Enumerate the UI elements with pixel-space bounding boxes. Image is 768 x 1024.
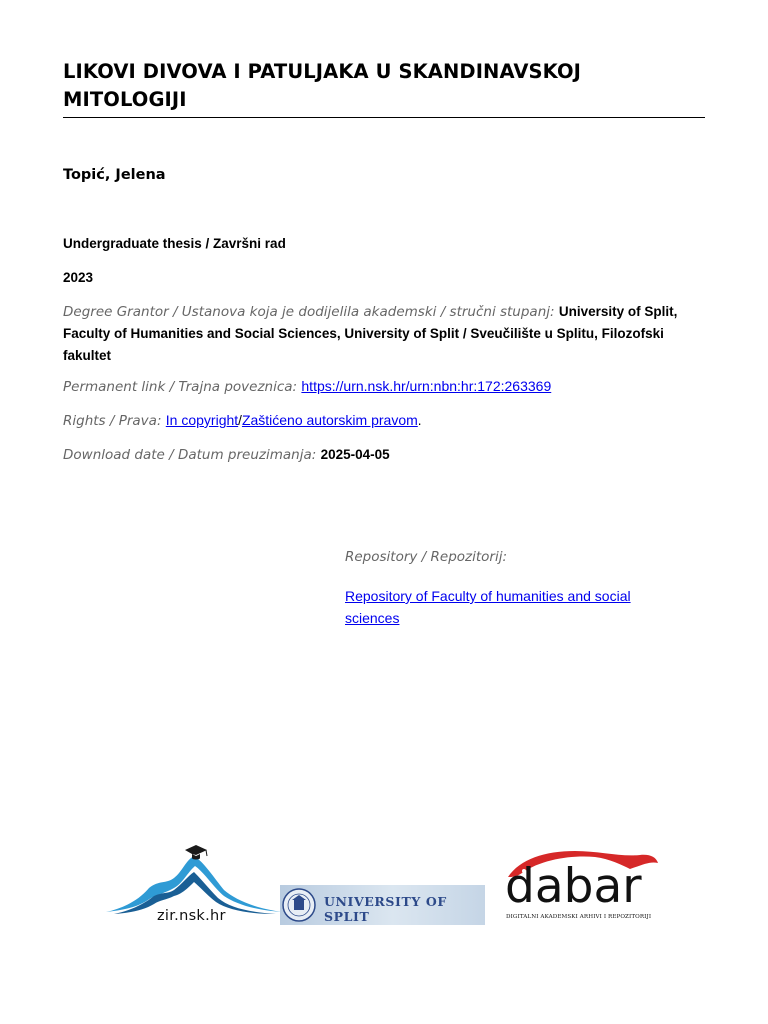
document-year: 2023	[63, 270, 94, 285]
rights-link-zasticeno[interactable]: Zaštićeno autorskim pravom	[241, 412, 418, 428]
rights	[63, 410, 705, 432]
university-of-split-text: UNIVERSITY OF SPLIT	[324, 894, 447, 924]
dabar-logo-subtitle: DIGITALNI AKADEMSKI ARHIVI I REPOZITORIJI	[506, 914, 652, 920]
university-of-split-logo	[280, 885, 485, 925]
degree-grantor-label: Degree Grantor / Ustanova koja je dodijelila akademski / stručni stupanj:	[63, 304, 555, 320]
document-type: Undergraduate thesis / Završni rad	[63, 236, 286, 251]
graduation-cap-icon	[185, 845, 207, 855]
author-name: Topić, Jelena	[63, 167, 166, 183]
degree-grantor	[63, 301, 705, 367]
rights-separator: /	[238, 413, 242, 428]
permanent-link	[63, 376, 705, 398]
download-date-label: Download date / Datum preuzimanja:	[63, 447, 317, 463]
repository-link[interactable]: Repository of Faculty of humanities and social sciences	[345, 588, 631, 626]
degree-grantor-value: University of Split, Faculty of Humanities and Social Sciences, University of Split / Sveučilište u Splitu, Filozofski fakultet	[63, 304, 678, 363]
download-date	[63, 444, 705, 466]
permanent-link-url[interactable]: https://urn.nsk.hr/urn:nbn:hr:172:263369	[301, 378, 552, 394]
rights-link-in-copyright[interactable]: In copyright	[165, 412, 239, 428]
rights-period: .	[417, 413, 422, 428]
rights-label: Rights / Prava:	[63, 413, 162, 429]
download-date-value: 2025-04-05	[320, 447, 390, 462]
document-title: LIKOVI DIVOVA I PATULJAKA U SKANDINAVSKOJ MITOLOGIJI	[63, 60, 582, 111]
zir-logo-text: zir.nsk.hr	[157, 908, 226, 924]
dabar-logo-text: dabar	[505, 859, 642, 914]
title-divider	[63, 117, 705, 118]
university-seal-icon	[282, 888, 316, 922]
repository-label: Repository / Repozitorij:	[345, 549, 508, 565]
permanent-link-label: Permanent link / Trajna poveznica:	[63, 379, 298, 395]
